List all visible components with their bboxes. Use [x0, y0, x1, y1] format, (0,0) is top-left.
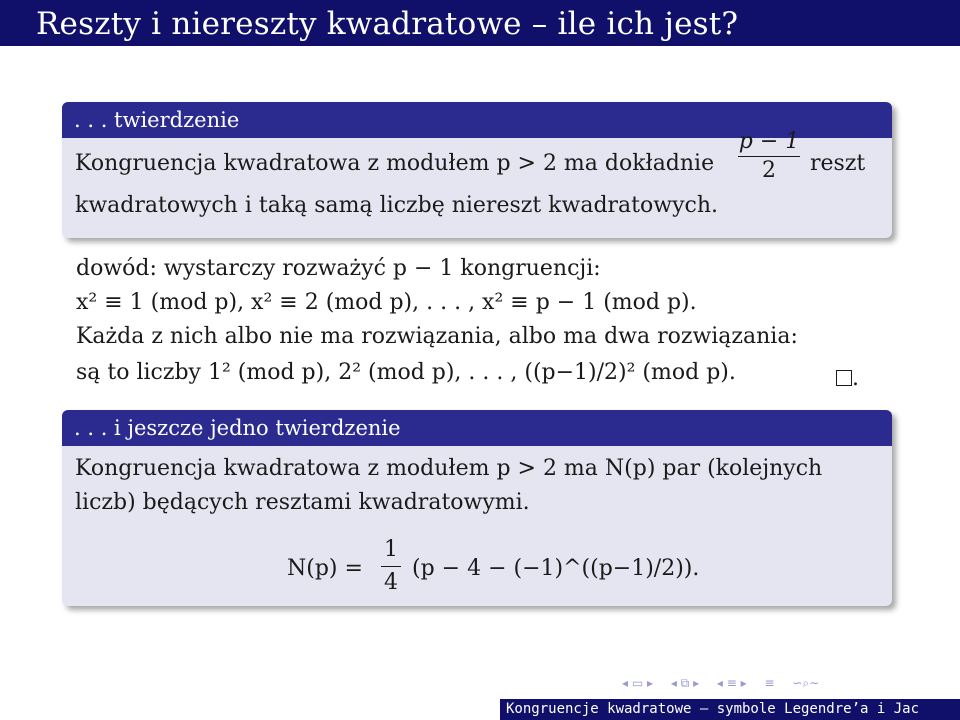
- fraction-numerator: p − 1: [738, 129, 800, 154]
- qed-period: .: [852, 366, 859, 391]
- proof-line-4: [76, 360, 736, 385]
- qed-mark: [836, 366, 859, 391]
- proof-line-4-text: są to liczby 1² (mod p), 2² (mod p), . . . , ((p−1)/2)² (mod p).: [76, 360, 736, 385]
- theorem-1-line-2: kwadratowych i taką samą liczbę niereszt kwadratowych.: [75, 193, 719, 218]
- nav-section-icon[interactable]: ◂ ≡ ▸: [716, 676, 747, 690]
- nav-subsection-icon[interactable]: ◂ ⧉ ▸: [670, 676, 700, 690]
- fraction-denominator: 2: [762, 158, 776, 184]
- slide-header: [0, 0, 960, 46]
- formula-left: N(p) =: [287, 556, 363, 581]
- nav-align-icon[interactable]: ≡: [764, 676, 775, 690]
- footer-text: Kongruencje kwadratowe — symbole Legendre’a i Jac: [506, 701, 920, 717]
- theorem-title-1: . . . twierdzenie: [62, 102, 892, 138]
- theorem-block-2: [62, 410, 892, 606]
- fraction-numerator-2: 1: [384, 537, 398, 562]
- theorem-1-line-1-end: reszt: [810, 151, 866, 176]
- theorem-2-line-1: Kongruencja kwadratowa z modułem p > 2 ma N(p) par (kolejnych: [75, 456, 823, 481]
- slide-title: Reszty i niereszty kwadratowe – ile ich jest?: [36, 6, 739, 42]
- formula-right: (p − 4 − (−1)^((p−1)/2)).: [412, 556, 700, 581]
- proof-line-3: Każda z nich albo nie ma rozwiązania, albo ma dwa rozwiązania:: [76, 324, 798, 349]
- theorem-title-2: . . . i jeszcze jedno twierdzenie: [62, 410, 892, 446]
- theorem-2-line-2: liczb) będących resztami kwadratowymi.: [75, 490, 530, 515]
- theorem-1-line-1: Kongruencja kwadratowa z modułem p > 2 ma dokładnie: [75, 151, 715, 176]
- nav-bar: [622, 676, 819, 694]
- fraction-p-minus-1-over-2: [738, 128, 800, 185]
- footer-bar: [500, 699, 960, 720]
- nav-frame-icon[interactable]: ◂ ▭ ▸: [622, 676, 654, 690]
- nav-search-icon[interactable]: ∽⌕∼: [792, 676, 820, 690]
- theorem-block-1: [62, 102, 892, 238]
- proof-line-2: x² ≡ 1 (mod p), x² ≡ 2 (mod p), . . . , x² ≡ p − 1 (mod p).: [76, 290, 697, 315]
- fraction-one-quarter: [380, 534, 402, 599]
- qed-square-icon: [836, 370, 852, 386]
- proof-line-1: dowód: wystarczy rozważyć p − 1 kongruencji:: [76, 256, 601, 281]
- fraction-denominator-2: 4: [384, 570, 398, 596]
